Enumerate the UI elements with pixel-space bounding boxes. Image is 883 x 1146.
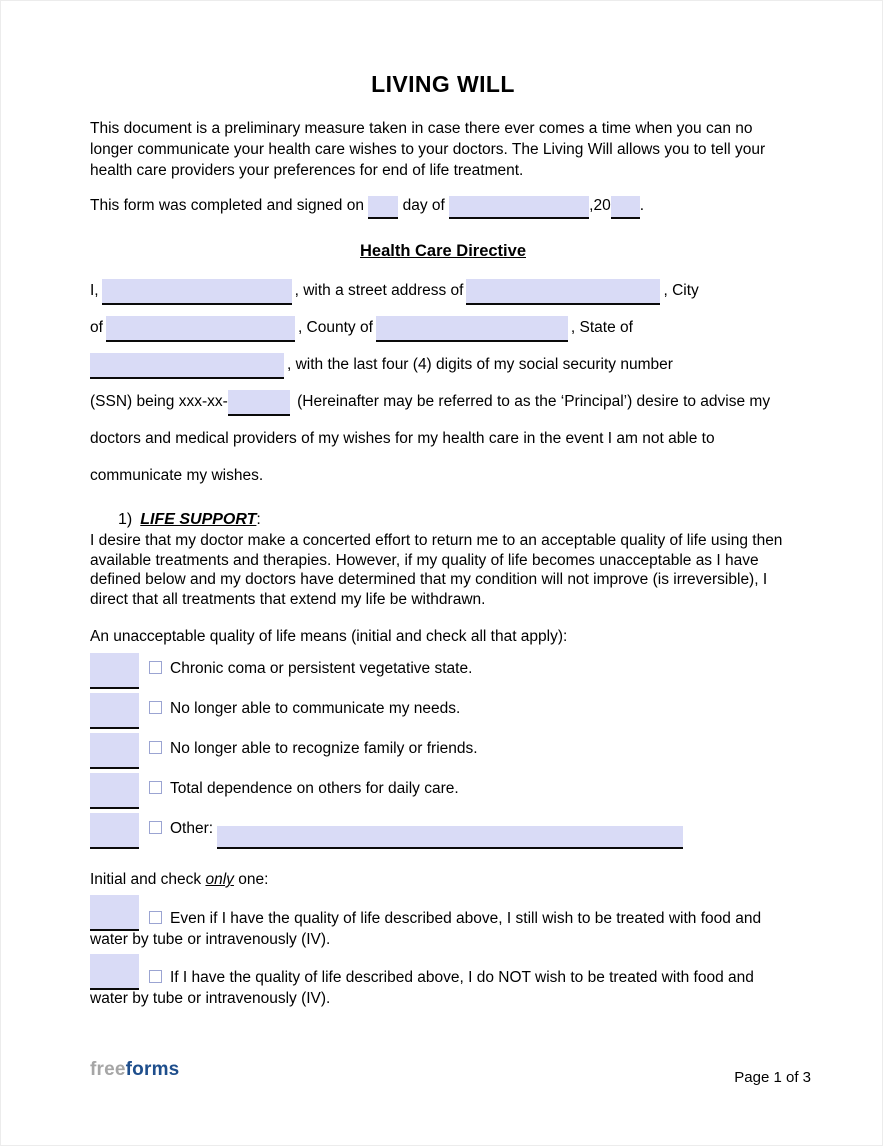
directive-line-2 xyxy=(90,314,796,342)
l2-mid-text: , County of xyxy=(297,319,373,336)
brand-forms-text: forms xyxy=(125,1059,180,1080)
l1-mid-text: , with a street address of xyxy=(294,282,464,299)
city-field[interactable] xyxy=(106,316,295,342)
checkbox-icon[interactable] xyxy=(149,970,162,983)
street-address-field[interactable] xyxy=(466,279,660,305)
option-label: Other: xyxy=(170,820,214,837)
checkbox-icon[interactable] xyxy=(149,661,162,674)
life-support-heading: LIFE SUPPORT xyxy=(140,511,257,528)
l1-end-text: , City xyxy=(663,282,699,299)
initial-field[interactable] xyxy=(90,653,139,689)
only-emphasis: only xyxy=(205,871,234,888)
apply-prompt: An unacceptable quality of life means (initial and check all that apply): xyxy=(90,628,568,645)
quality-of-life-options xyxy=(90,649,796,849)
option-row-recognize xyxy=(90,729,796,769)
document-title: LIVING WILL xyxy=(371,71,515,97)
checkbox-icon[interactable] xyxy=(149,911,162,924)
exclusive-option-label: Even if I have the quality of life described above, I still wish to be treated with food and water by tube or intravenously (IV). xyxy=(90,910,762,948)
only-prompt-post-text: one: xyxy=(238,871,269,888)
only-one-prompt xyxy=(90,869,796,891)
exclusive-option-no-feed xyxy=(90,954,796,1009)
directive-line-6: communicate my wishes. xyxy=(90,467,264,484)
page-content xyxy=(90,1,796,1009)
page-number: Page 1 of 3 xyxy=(734,1069,811,1086)
directive-paragraph xyxy=(90,277,796,490)
option-label: Chronic coma or persistent vegetative state. xyxy=(170,660,473,677)
l2-pre-text: of xyxy=(90,319,103,336)
freeforms-logo xyxy=(90,1059,179,1080)
exclusive-option-label: If I have the quality of life described above, I do NOT wish to be treated with food and water by tube or intravenously (IV). xyxy=(90,969,754,1007)
initial-field[interactable] xyxy=(90,773,139,809)
initial-field[interactable] xyxy=(90,693,139,729)
health-care-directive-heading: Health Care Directive xyxy=(360,242,526,260)
state-field[interactable] xyxy=(90,353,284,379)
brand-free-text: free xyxy=(90,1059,126,1080)
option-label: No longer able to communicate my needs. xyxy=(170,700,461,717)
option-row-communicate xyxy=(90,689,796,729)
directive-line-1 xyxy=(90,277,796,305)
directive-line-4 xyxy=(90,388,796,416)
initial-field[interactable] xyxy=(90,895,139,931)
checkbox-icon[interactable] xyxy=(149,781,162,794)
life-support-heading-row xyxy=(90,509,796,531)
ssn-last4-field[interactable] xyxy=(228,390,290,416)
intro-paragraph: This document is a preliminary measure taken in case there ever comes a time when you can no longer communicate your health care wishes to your doctors. The Living Will allows you to tell your health care providers your preferences for end of life treatment. xyxy=(90,120,766,179)
l4-pre-text: (SSN) being xxx-xx- xyxy=(90,393,228,410)
day-of-text: day of xyxy=(402,197,445,214)
l2-end-text: , State of xyxy=(570,319,633,336)
exclusive-option-feed xyxy=(90,895,796,950)
l4-end-text: (Hereinafter may be referred to as the ‘Principal’) desire to advise my xyxy=(297,393,771,410)
directive-line-3 xyxy=(90,351,796,379)
option-label: No longer able to recognize family or friends. xyxy=(170,740,478,757)
period-text: . xyxy=(639,197,645,214)
l1-pre-text: I, xyxy=(90,282,99,299)
life-support-body: I desire that my doctor make a concerted effort to return me to an acceptable quality of life using then available treatments and therapies. However, if my quality of life becomes unacceptable as I have defined below and my doctors have determined that my condition will not improve (is irreversible), I direct that all treatments that extend my life be withdrawn. xyxy=(90,532,783,608)
year-field[interactable] xyxy=(611,196,640,219)
option-row-coma xyxy=(90,649,796,689)
l3-end-text: , with the last four (4) digits of my social security number xyxy=(287,356,673,373)
initial-field[interactable] xyxy=(90,813,139,849)
heading-colon: : xyxy=(256,511,261,528)
directive-line-5: doctors and medical providers of my wishes for my health care in the event I am not able to xyxy=(90,430,715,447)
day-field[interactable] xyxy=(368,196,398,219)
year-prefix-text: ,20 xyxy=(589,197,611,214)
principal-name-field[interactable] xyxy=(102,279,292,305)
checkbox-icon[interactable] xyxy=(149,701,162,714)
checkbox-icon[interactable] xyxy=(149,821,162,834)
option-row-other xyxy=(90,809,796,849)
option-row-dependence xyxy=(90,769,796,809)
option-label: Total dependence on others for daily care. xyxy=(170,780,459,797)
other-text-field[interactable] xyxy=(217,826,683,849)
initial-field[interactable] xyxy=(90,733,139,769)
signed-prefix-text: This form was completed and signed on xyxy=(90,197,364,214)
month-field[interactable] xyxy=(449,196,589,219)
section-number: 1) xyxy=(118,511,133,528)
initial-field[interactable] xyxy=(90,954,139,990)
signed-date-line xyxy=(90,192,796,219)
checkbox-icon[interactable] xyxy=(149,741,162,754)
only-prompt-pre-text: Initial and check xyxy=(90,871,202,888)
county-field[interactable] xyxy=(376,316,568,342)
